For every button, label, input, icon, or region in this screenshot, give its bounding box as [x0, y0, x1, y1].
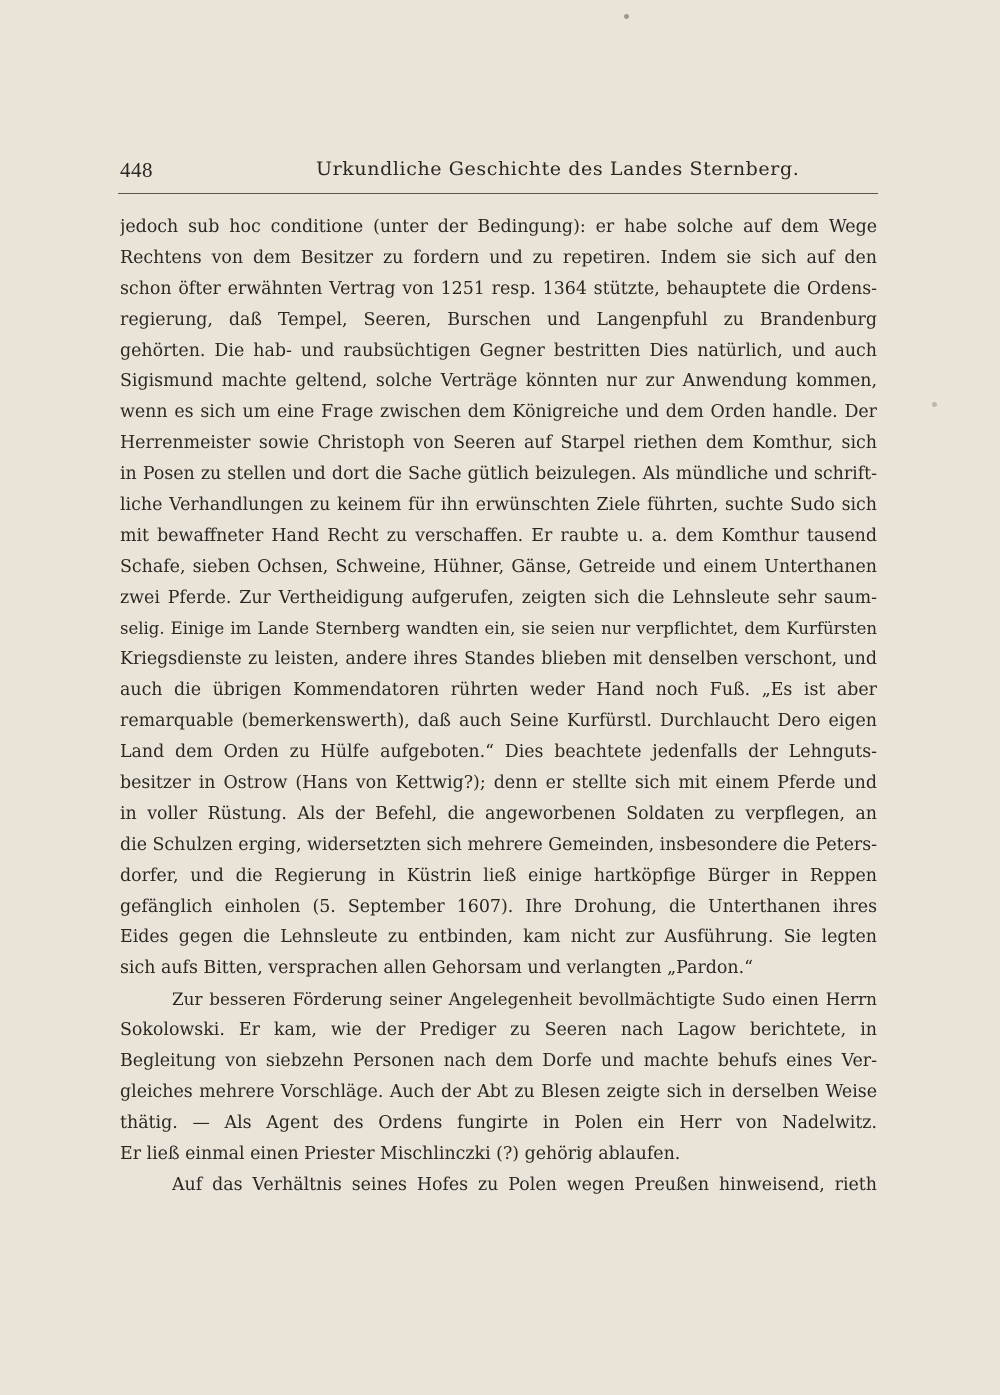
text-line: liche Verhandlungen zu keinem für ihn erwünschten Ziele führten, suchte Sudo sich: [120, 495, 877, 516]
text-line: thätig. — Als Agent des Ordens fungirte in Polen ein Herr von Nadelwitz.: [120, 1112, 877, 1133]
text-line: jedoch sub hoc conditione (unter der Bedingung): er habe solche auf dem Wege: [120, 217, 877, 237]
body-text: [120, 212, 877, 1201]
text-line: selig. Einige im Lande Sternberg wandten ein, sie seien nur verpflichtet, dem Kurfürsten: [120, 618, 877, 638]
text-line: Rechtens von dem Besitzer zu fordern und zu repetiren. Indem sie sich auf den: [120, 247, 877, 268]
text-line: sich aufs Bitten, versprachen allen Gehorsam und verlangten „Pardon.“: [120, 958, 753, 979]
ink-speck: [932, 402, 937, 407]
text-line: Herrenmeister sowie Christoph von Seeren auf Starpel riethen dem Komthur, sich: [120, 433, 877, 454]
text-line: Eides gegen die Lehnsleute zu entbinden, kam nicht zur Ausführung. Sie legten: [120, 927, 877, 948]
text-line: die Schulzen erging, widersetzten sich mehrere Gemeinden, insbesondere die Peters-: [120, 834, 877, 855]
text-line: remarquable (bemerkenswerth), daß auch Seine Kurfürstl. Durchlaucht Dero eigen: [120, 711, 877, 732]
text-line: Sigismund machte geltend, solche Verträge könnten nur zur Anwendung kommen,: [120, 371, 877, 392]
text-line: gehörten. Die hab- und raubsüchtigen Gegner bestritten Dies natürlich, und auch: [120, 340, 877, 361]
text-line: in Posen zu stellen und dort die Sache gütlich beizulegen. Als mündliche und schrift-: [120, 464, 877, 485]
text-line: Er ließ einmal einen Priester Mischlinczki (?) gehörig ablaufen.: [120, 1143, 681, 1164]
text-line: gleiches mehrere Vorschläge. Auch der Abt zu Blesen zeigte sich in derselben Weise: [120, 1081, 877, 1102]
text-line: in voller Rüstung. Als der Befehl, die angeworbenen Soldaten zu verpflegen, an: [120, 803, 877, 824]
text-line: wenn es sich um eine Frage zwischen dem Königreiche und dem Orden handle. Der: [120, 402, 877, 423]
text-line: Land dem Orden zu Hülfe aufgeboten.“ Dies beachtete jedenfalls der Lehnguts-: [120, 742, 877, 763]
text-line: dorfer, und die Regierung in Küstrin ließ einige hartköpfige Bürger in Reppen: [120, 865, 877, 886]
text-line: Sokolowski. Er kam, wie der Prediger zu Seeren nach Lagow berichtete, in: [120, 1020, 877, 1041]
text-line: Begleitung von siebzehn Personen nach dem Dorfe und machte behufs eines Ver-: [120, 1051, 877, 1072]
text-line: Zur besseren Förderung seiner Angelegenheit bevollmächtigte Sudo einen Herrn: [172, 989, 877, 1010]
text-line: Schafe, sieben Ochsen, Schweine, Hühner, Gänse, Getreide und einem Unterthanen: [120, 556, 877, 577]
ink-speck: [624, 14, 629, 19]
text-line: zwei Pferde. Zur Vertheidigung aufgerufen, zeigten sich die Lehnsleute sehr saum-: [120, 587, 877, 608]
text-line: Auf das Verhältnis seines Hofes zu Polen wegen Preußen hinweisend, rieth: [172, 1174, 877, 1195]
text-line: gefänglich einholen (5. September 1607). Ihre Drohung, die Unterthanen ihres: [120, 896, 877, 917]
header-rule: [118, 193, 878, 194]
text-line: regierung, daß Tempel, Seeren, Burschen und Langenpfuhl zu Brandenburg: [120, 309, 877, 330]
text-line: auch die übrigen Kommendatoren rührten weder Hand noch Fuß. „Es ist aber: [120, 680, 877, 701]
text-line: schon öfter erwähnten Vertrag von 1251 resp. 1364 stützte, behauptete die Ordens-: [120, 278, 877, 299]
text-line: besitzer in Ostrow (Hans von Kettwig?); denn er stellte sich mit einem Pferde und: [120, 773, 877, 794]
text-line: Kriegsdienste zu leisten, andere ihres Standes blieben mit denselben verschont, und: [120, 649, 877, 670]
page-header: [120, 158, 877, 192]
page-number: 448: [120, 158, 153, 182]
text-line: mit bewaffneter Hand Recht zu verschaffen. Er raubte u. a. dem Komthur tausend: [120, 525, 877, 546]
running-title: Urkundliche Geschichte des Landes Sternberg.: [316, 158, 800, 180]
